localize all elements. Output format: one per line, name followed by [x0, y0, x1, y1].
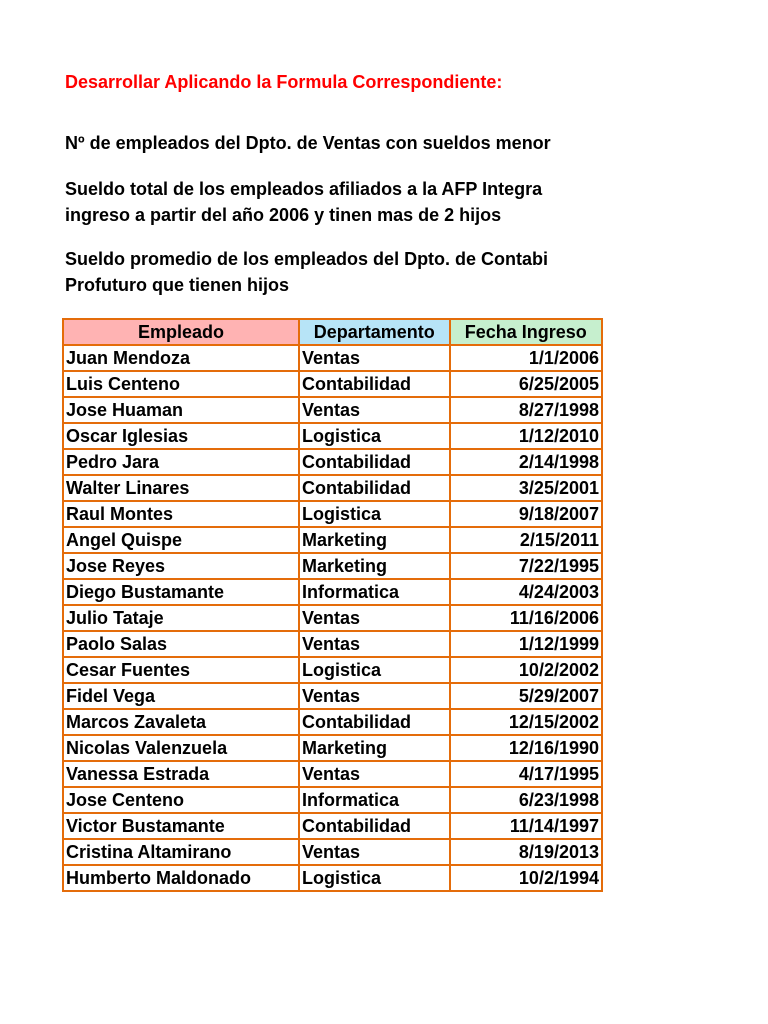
table-row [63, 657, 602, 683]
cell-empleado[interactable]: Jose Reyes [63, 553, 299, 579]
question-3-line-1: Sueldo promedio de los empleados del Dpto. de Contabi [65, 249, 549, 269]
cell-departamento[interactable]: Ventas [299, 397, 449, 423]
cell-empleado[interactable]: Nicolas Valenzuela [63, 735, 299, 761]
cell-empleado[interactable]: Pedro Jara [63, 449, 299, 475]
cell-fecha-ingreso[interactable]: 9/18/2007 [450, 501, 603, 527]
cell-fecha-ingreso[interactable]: 6/25/2005 [450, 371, 603, 397]
cell-fecha-ingreso[interactable]: 12/16/1990 [450, 735, 603, 761]
question-1 [65, 130, 603, 156]
cell-departamento[interactable]: Contabilidad [299, 475, 449, 501]
cell-fecha-ingreso[interactable]: 1/1/2006 [450, 345, 603, 371]
cell-departamento[interactable]: Ventas [299, 839, 449, 865]
instructions-heading: Desarrollar Aplicando la Formula Correspondiente: [65, 72, 503, 92]
cell-departamento[interactable]: Logistica [299, 865, 449, 891]
cell-departamento[interactable]: Contabilidad [299, 371, 449, 397]
header-fecha-ingreso[interactable]: Fecha Ingreso [450, 319, 603, 345]
cell-empleado[interactable]: Jose Huaman [63, 397, 299, 423]
cell-departamento[interactable]: Logistica [299, 423, 449, 449]
cell-empleado[interactable]: Cristina Altamirano [63, 839, 299, 865]
table-row [63, 709, 602, 735]
cell-departamento[interactable]: Ventas [299, 605, 449, 631]
table-row [63, 839, 602, 865]
table-row [63, 787, 602, 813]
cell-empleado[interactable]: Juan Mendoza [63, 345, 299, 371]
employee-table [62, 318, 603, 892]
cell-departamento[interactable]: Informatica [299, 579, 449, 605]
cell-departamento[interactable]: Logistica [299, 501, 449, 527]
cell-fecha-ingreso[interactable]: 8/27/1998 [450, 397, 603, 423]
cell-empleado[interactable]: Cesar Fuentes [63, 657, 299, 683]
table-row [63, 397, 602, 423]
cell-fecha-ingreso[interactable]: 1/12/2010 [450, 423, 603, 449]
cell-empleado[interactable]: Julio Tataje [63, 605, 299, 631]
cell-empleado[interactable]: Jose Centeno [63, 787, 299, 813]
question-2-line-2: ingreso a partir del año 2006 y tinen mas de 2 hijos [65, 205, 502, 225]
table-row [63, 345, 602, 371]
table-row [63, 527, 602, 553]
header-empleado[interactable]: Empleado [63, 319, 299, 345]
cell-departamento[interactable]: Marketing [299, 735, 449, 761]
cell-fecha-ingreso[interactable]: 4/24/2003 [450, 579, 603, 605]
table-row [63, 683, 602, 709]
header-departamento[interactable]: Departamento [299, 319, 449, 345]
cell-departamento[interactable]: Contabilidad [299, 813, 449, 839]
cell-departamento[interactable]: Contabilidad [299, 709, 449, 735]
cell-empleado[interactable]: Humberto Maldonado [63, 865, 299, 891]
table-row [63, 735, 602, 761]
cell-fecha-ingreso[interactable]: 6/23/1998 [450, 787, 603, 813]
table-row [63, 553, 602, 579]
cell-empleado[interactable]: Raul Montes [63, 501, 299, 527]
table-row [63, 605, 602, 631]
question-3 [65, 246, 603, 298]
table-row [63, 631, 602, 657]
question-2-line-1: Sueldo total de los empleados afiliados a la AFP Integra [65, 179, 543, 199]
cell-empleado[interactable]: Diego Bustamante [63, 579, 299, 605]
cell-departamento[interactable]: Logistica [299, 657, 449, 683]
cell-fecha-ingreso[interactable]: 5/29/2007 [450, 683, 603, 709]
cell-fecha-ingreso[interactable]: 4/17/1995 [450, 761, 603, 787]
cell-empleado[interactable]: Vanessa Estrada [63, 761, 299, 787]
table-row [63, 371, 602, 397]
question-2 [65, 176, 603, 228]
table-body [63, 345, 602, 891]
table-row [63, 761, 602, 787]
cell-empleado[interactable]: Victor Bustamante [63, 813, 299, 839]
cell-departamento[interactable]: Ventas [299, 761, 449, 787]
cell-departamento[interactable]: Ventas [299, 683, 449, 709]
cell-fecha-ingreso[interactable]: 2/15/2011 [450, 527, 603, 553]
cell-departamento[interactable]: Ventas [299, 631, 449, 657]
table-row [63, 423, 602, 449]
employee-table-container [62, 318, 603, 892]
question-1-text: Nº de empleados del Dpto. de Ventas con sueldos menor [65, 133, 551, 153]
cell-fecha-ingreso[interactable]: 11/16/2006 [450, 605, 603, 631]
cell-empleado[interactable]: Walter Linares [63, 475, 299, 501]
table-row [63, 475, 602, 501]
cell-departamento[interactable]: Marketing [299, 553, 449, 579]
cell-empleado[interactable]: Fidel Vega [63, 683, 299, 709]
cell-empleado[interactable]: Paolo Salas [63, 631, 299, 657]
cell-empleado[interactable]: Marcos Zavaleta [63, 709, 299, 735]
table-row [63, 813, 602, 839]
cell-departamento[interactable]: Marketing [299, 527, 449, 553]
cell-fecha-ingreso[interactable]: 8/19/2013 [450, 839, 603, 865]
table-row [63, 579, 602, 605]
cell-fecha-ingreso[interactable]: 3/25/2001 [450, 475, 603, 501]
cell-fecha-ingreso[interactable]: 2/14/1998 [450, 449, 603, 475]
table-row [63, 865, 602, 891]
cell-fecha-ingreso[interactable]: 11/14/1997 [450, 813, 603, 839]
cell-fecha-ingreso[interactable]: 10/2/2002 [450, 657, 603, 683]
cell-departamento[interactable]: Informatica [299, 787, 449, 813]
cell-fecha-ingreso[interactable]: 1/12/1999 [450, 631, 603, 657]
question-3-line-2: Profuturo que tienen hijos [65, 275, 289, 295]
cell-fecha-ingreso[interactable]: 10/2/1994 [450, 865, 603, 891]
cell-empleado[interactable]: Luis Centeno [63, 371, 299, 397]
cell-departamento[interactable]: Ventas [299, 345, 449, 371]
cell-fecha-ingreso[interactable]: 12/15/2002 [450, 709, 603, 735]
table-row [63, 449, 602, 475]
cell-departamento[interactable]: Contabilidad [299, 449, 449, 475]
cell-empleado[interactable]: Angel Quispe [63, 527, 299, 553]
table-row [63, 501, 602, 527]
cell-empleado[interactable]: Oscar Iglesias [63, 423, 299, 449]
table-header-row [63, 319, 602, 345]
cell-fecha-ingreso[interactable]: 7/22/1995 [450, 553, 603, 579]
